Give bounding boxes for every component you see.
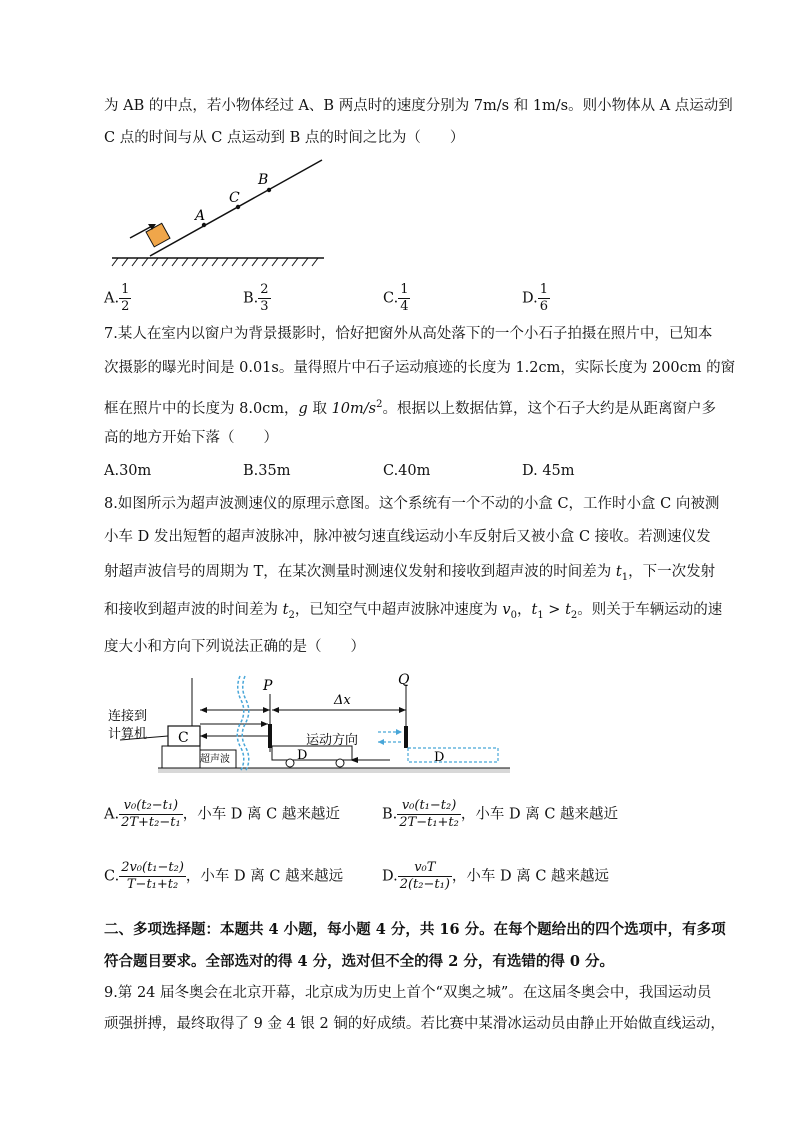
q6-text-line1: 为 AB 的中点，若小物体经过 A、B 两点时的速度分别为 7m/s 和 1m/s。则小物体从 A 点运动到 [104, 98, 733, 114]
q8-option-d[interactable]: D. $\frac{\text{v₀T}}{\text{2(t₂−t₁)}}$ ，小车 D 离 C 越来越远 [382, 860, 610, 892]
q8-label-dx: Δx [334, 693, 351, 708]
q6-incline-figure [108, 158, 338, 270]
q8-connect-label-2: 计算机 [108, 727, 148, 742]
q6-option-b[interactable]: B. $\frac{2}{3}$ [243, 282, 269, 314]
q8-label-q: Q [398, 672, 410, 688]
q7-text-line2: 次摄影的曝光时间是 0.01s。量得照片中石子运动痕迹的长度为 1.2cm，实际长度为 200cm 的窗 [104, 360, 736, 376]
q6-label-a: A [195, 208, 206, 224]
q9-text-line1: 9.第 24 届冬奥会在北京开幕，北京成为历史上首个“双奥之城”。在这届冬奥会中，我国运动员 [104, 985, 712, 1001]
q8-text-line2: 小车 D 发出短暂的超声波脉冲，脉冲被匀速直线运动小车反射后又被小盒 C 接收。若测速仪发 [104, 529, 711, 545]
q8-label-p: P [263, 678, 273, 694]
q6-option-d[interactable]: D. $\frac{1}{6}$ [522, 282, 548, 314]
q7-option-c[interactable]: C.40m [383, 463, 431, 479]
q7-text-line3: 框在照片中的长度为 8.0cm，g 取 $10m/s^2$。根据以上数据估算，这个石子大约是从距离窗户多 [104, 399, 716, 417]
q8-connect-label-1: 连接到 [108, 709, 148, 724]
q7-option-b[interactable]: B.35m [243, 463, 291, 479]
q7-option-d[interactable]: D. 45m [522, 463, 575, 479]
q8-text-line5: 度大小和方向下列说法正确的是（ ） [104, 639, 365, 655]
q8-text-line1: 8.如图所示为超声波测速仪的原理示意图。这个系统有一个不动的小盒 C，工作时小盒 C 向被测 [104, 496, 720, 512]
q6-option-a[interactable]: A. $\frac{1}{2}$ [104, 282, 130, 314]
q8-option-b[interactable]: B. $\frac{\text{v₀(t₁−t₂)}}{\text{2T−t₁+t₂}}$ ，小车 D 离 C 越来越近 [382, 798, 619, 830]
q8-box-c-label: C [178, 730, 189, 746]
q9-text-line2: 顽强拼搏，最终取得了 9 金 4 银 2 铜的好成绩。若比赛中某滑冰运动员由静止开始做直线运动， [104, 1016, 725, 1032]
q6-option-c[interactable]: C. $\frac{1}{4}$ [383, 282, 409, 314]
q8-text-line3: 射超声波信号的周期为 T，在某次测量时测速仪发射和接收到超声波的时间差为 $t_1$，下一次发射 [104, 564, 716, 583]
q8-ultrasound-figure [100, 672, 520, 778]
q7-text-line1: 7.某人在室内以窗户为背景摄影时，恰好把窗外从高处落下的一个小石子拍摄在照片中，已知本 [104, 326, 713, 342]
q8-car-d2-label: D [434, 750, 445, 765]
q8-text-line4: 和接收到超声波的时间差为 $t_2$，已知空气中超声波脉冲速度为 $v_0$，$t_1 > t_2$。则关于车辆运动的速 [104, 602, 723, 621]
q6-text-line2: C 点的时间与从 C 点运动到 B 点的时间之比为（ ） [104, 130, 465, 146]
section2-heading-line1: 二、多项选择题：本题共 4 小题，每小题 4 分，共 16 分。在每个题给出的四个选项中，有多项 [104, 921, 726, 938]
q8-option-a[interactable]: A. $\frac{\text{v₀(t₂−t₁)}}{\text{2T+t₂−t₁}}$ ，小车 D 离 C 越来越近 [104, 798, 340, 830]
section2-heading-line2: 符合题目要求。全部选对的得 4 分，选对但不全的得 2 分，有选错的得 0 分。 [104, 953, 615, 970]
q6-label-c: C [229, 190, 240, 206]
q6-label-b: B [258, 172, 269, 188]
q7-text-line4: 高的地方开始下落（ ） [104, 430, 278, 446]
q7-option-a[interactable]: A.30m [104, 463, 152, 479]
q8-ultrasound-label: 超声波 [200, 754, 230, 765]
q8-car-d-label: D [297, 748, 308, 763]
q8-option-c[interactable]: C. $\frac{\text{2v₀(t₁−t₂)}}{\text{T−t₁+t₂}}$ ，小车 D 离 C 越来越远 [104, 860, 344, 892]
q8-direction-label: 运动方向 [306, 733, 359, 748]
